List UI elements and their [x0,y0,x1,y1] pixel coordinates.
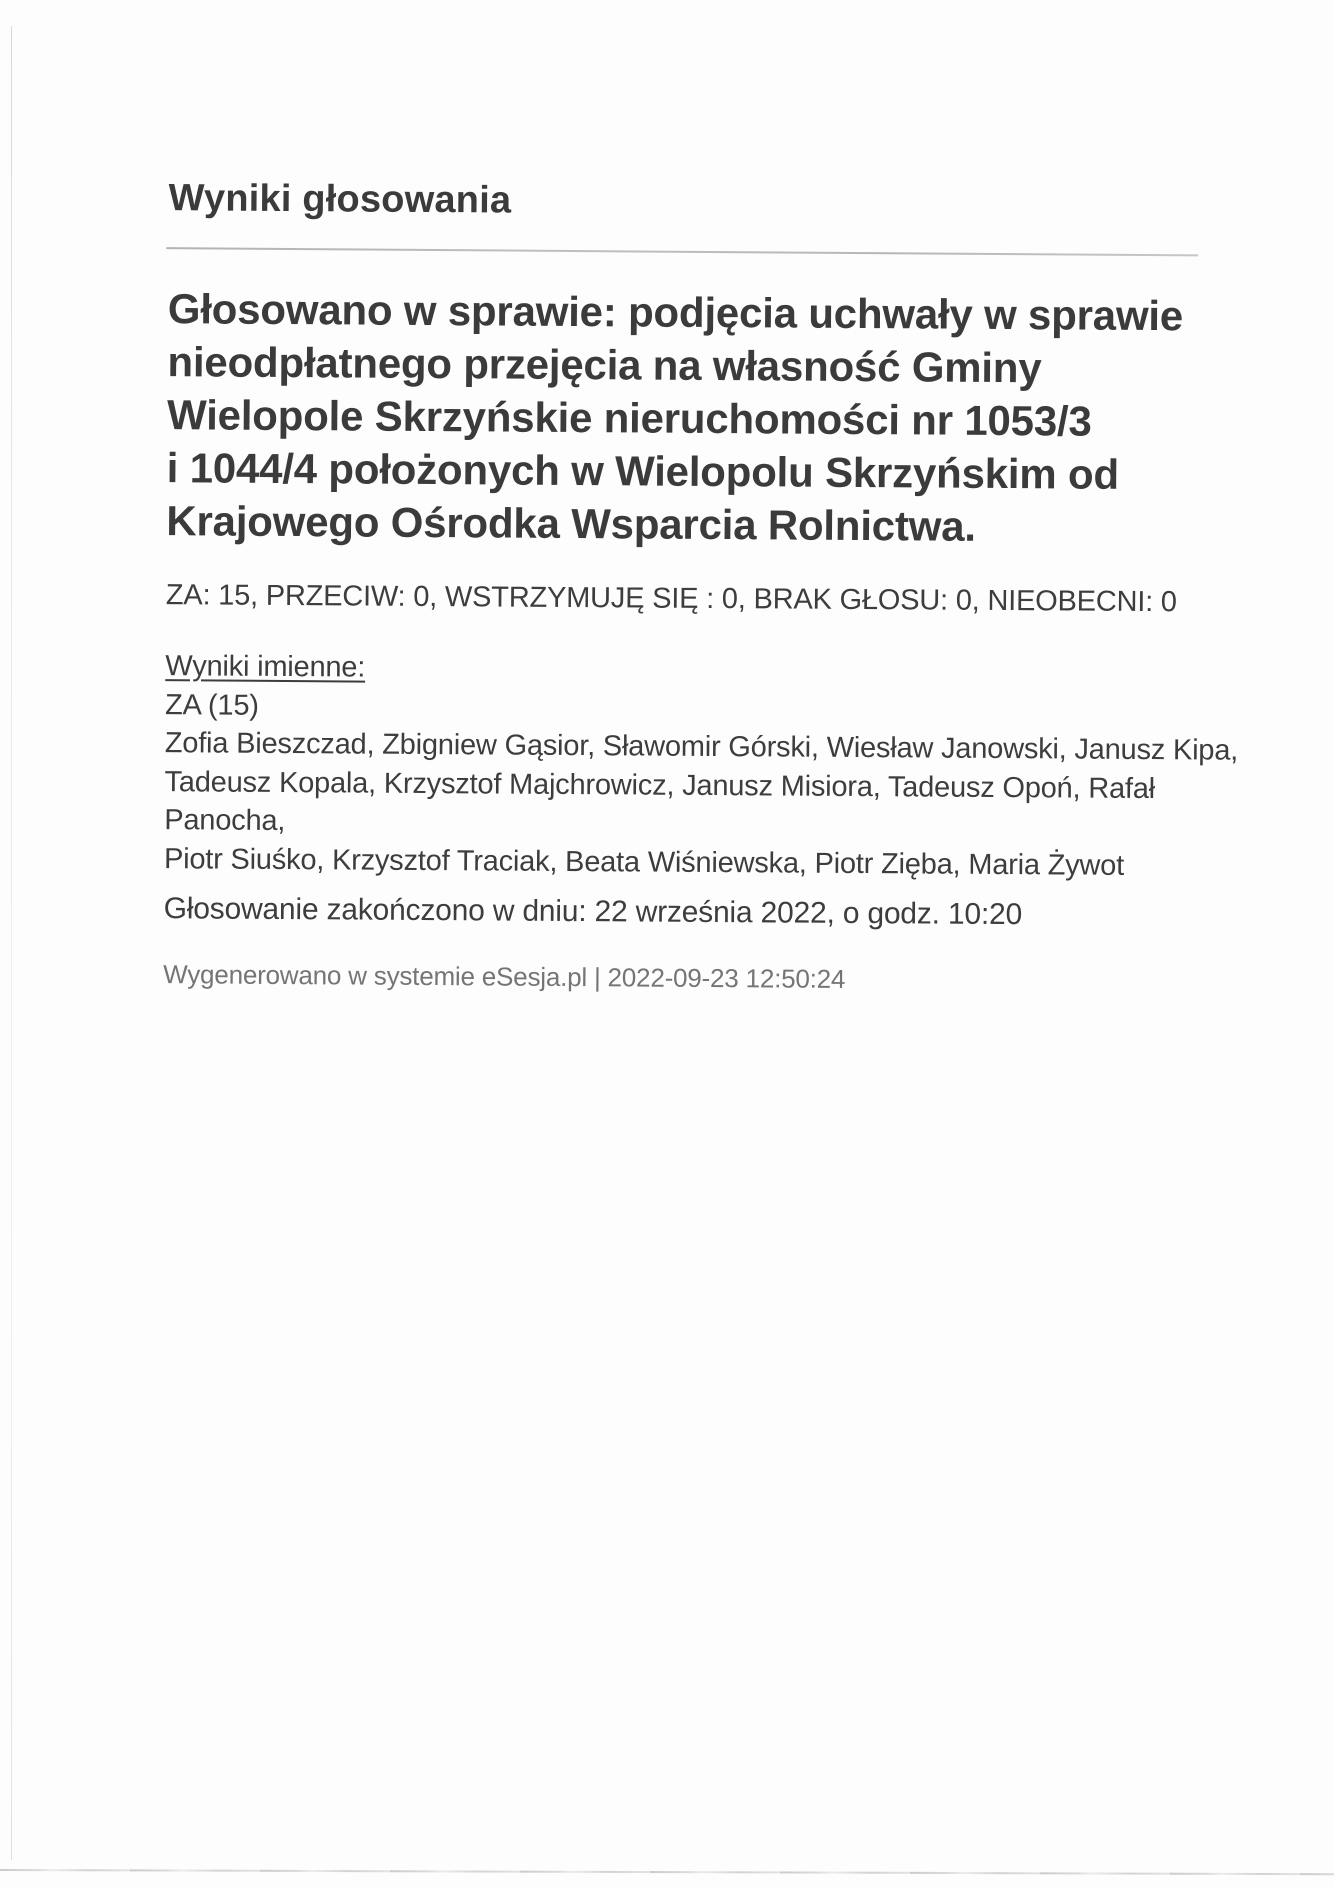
vote-subject-line: i 1044/4 położonych w Wielopolu Skrzyńskim od [166,444,1120,498]
vote-subject-line: nieodpłatnego przejęcia na własność Gminy [167,338,1042,392]
vote-subject-paragraph [166,282,1228,554]
scan-artifact-left-edge [11,26,12,1860]
vote-subject-line: Głosowano w sprawie: podjęcia uchwały w sprawie [167,285,1184,340]
voting-closed-line: Głosowanie zakończono w dniu: 22 września 2022, o godz. 10:20 [163,892,1023,932]
vote-subject-line: Krajowego Ośrodka Wsparcia Rolnictwa. [166,497,976,550]
vote-summary-line: ZA: 15, PRZECIW: 0, WSTRZYMUJĘ SIĘ : 0, BRAK GŁOSU: 0, NIEOBECNI: 0 [165,579,1177,619]
generation-footer: Wygenerowano w systemie eSesja.pl | 2022-09-23 12:50:24 [163,959,846,994]
voter-names-line: Piotr Siuśko, Krzysztof Traciak, Beata Wiśniewska, Piotr Zięba, Maria Żywot [163,842,1125,882]
voter-names-line: Zofia Bieszczad, Zbigniew Gąsior, Sławomir Górski, Wiesław Janowski, Janusz Kipa, [164,727,1239,767]
document-title: Wyniki głosowania [168,177,512,222]
named-results-section [164,647,1246,886]
vote-group-label: ZA (15) [164,688,259,722]
named-results-heading: Wyniki imienne: [165,650,366,684]
title-divider-line [166,247,1198,256]
voter-names-line: Tadeusz Kopala, Krzysztof Majchrowicz, Janusz Misiora, Tadeusz Opoń, Rafał Panocha, [164,765,1156,838]
vote-subject-line: Wielopole Skrzyńskie nieruchomości nr 1053/3 [166,391,1092,445]
